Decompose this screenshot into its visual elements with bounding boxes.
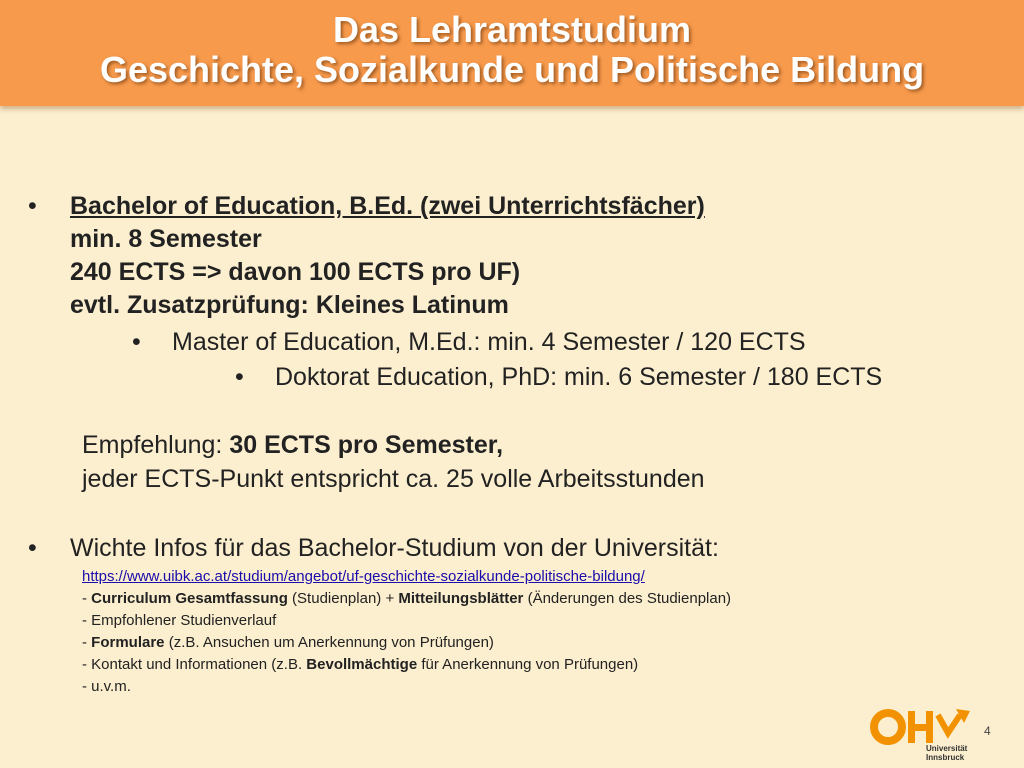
info-item-uvm: - u.v.m. bbox=[82, 678, 131, 695]
recommendation-label: Empfehlung: bbox=[82, 431, 230, 459]
recommendation-note: jeder ECTS-Punkt entspricht ca. 25 volle Arbeitsstunden bbox=[82, 465, 705, 493]
master-bullet bbox=[132, 326, 806, 359]
info-item-kontakt: - Kontakt und Informationen (z.B. Bevollmächtige für Anerkennung von Prüfungen) bbox=[82, 656, 639, 673]
uibk-link[interactable]: https://www.uibk.ac.at/studium/angebot/uf-geschichte-sozialkunde-politische-bildung/ bbox=[82, 568, 645, 585]
bullet-dot: • bbox=[132, 328, 141, 356]
infos-bullet bbox=[28, 532, 719, 565]
bachelor-ects: 240 ECTS => davon 100 ECTS pro UF) bbox=[70, 258, 521, 286]
master-text: Master of Education, M.Ed.: min. 4 Semester / 120 ECTS bbox=[172, 328, 806, 356]
slide-title-line2: Geschichte, Sozialkunde und Politische Bildung bbox=[99, 49, 925, 90]
slide-title-line1: Das Lehramtstudium bbox=[332, 9, 692, 50]
bachelor-bullet bbox=[28, 190, 705, 322]
bachelor-semesters: min. 8 Semester bbox=[70, 225, 262, 253]
info-list bbox=[82, 566, 731, 698]
bullet-dot: • bbox=[28, 534, 37, 562]
title-bar bbox=[0, 0, 1024, 106]
doctorate-text: Doktorat Education, PhD: min. 6 Semester / 180 ECTS bbox=[275, 363, 883, 391]
doctorate-bullet bbox=[235, 361, 882, 394]
bachelor-heading: Bachelor of Education, B.Ed. (zwei Unterrichtsfächer) bbox=[70, 192, 705, 220]
page-number: 4 bbox=[984, 724, 991, 738]
recommendation bbox=[82, 428, 705, 496]
info-item-studienverlauf: - Empfohlener Studienverlauf bbox=[82, 612, 277, 629]
bullet-dot: • bbox=[28, 192, 37, 220]
bullet-dot: • bbox=[235, 363, 244, 391]
info-item-formulare: - Formulare (z.B. Ansuchen um Anerkennung von Prüfungen) bbox=[82, 634, 494, 651]
recommendation-value: 30 ECTS pro Semester, bbox=[229, 431, 504, 459]
infos-heading: Wichte Infos für das Bachelor-Studium von der Universität: bbox=[70, 534, 719, 562]
logo-text: Universität Innsbruck bbox=[926, 744, 968, 762]
info-item-curriculum: - Curriculum Gesamtfassung (Studienplan) + Mitteilungsblätter (Änderungen des Studienplan) bbox=[82, 590, 732, 607]
bachelor-latin: evtl. Zusatzprüfung: Kleines Latinum bbox=[70, 291, 509, 319]
